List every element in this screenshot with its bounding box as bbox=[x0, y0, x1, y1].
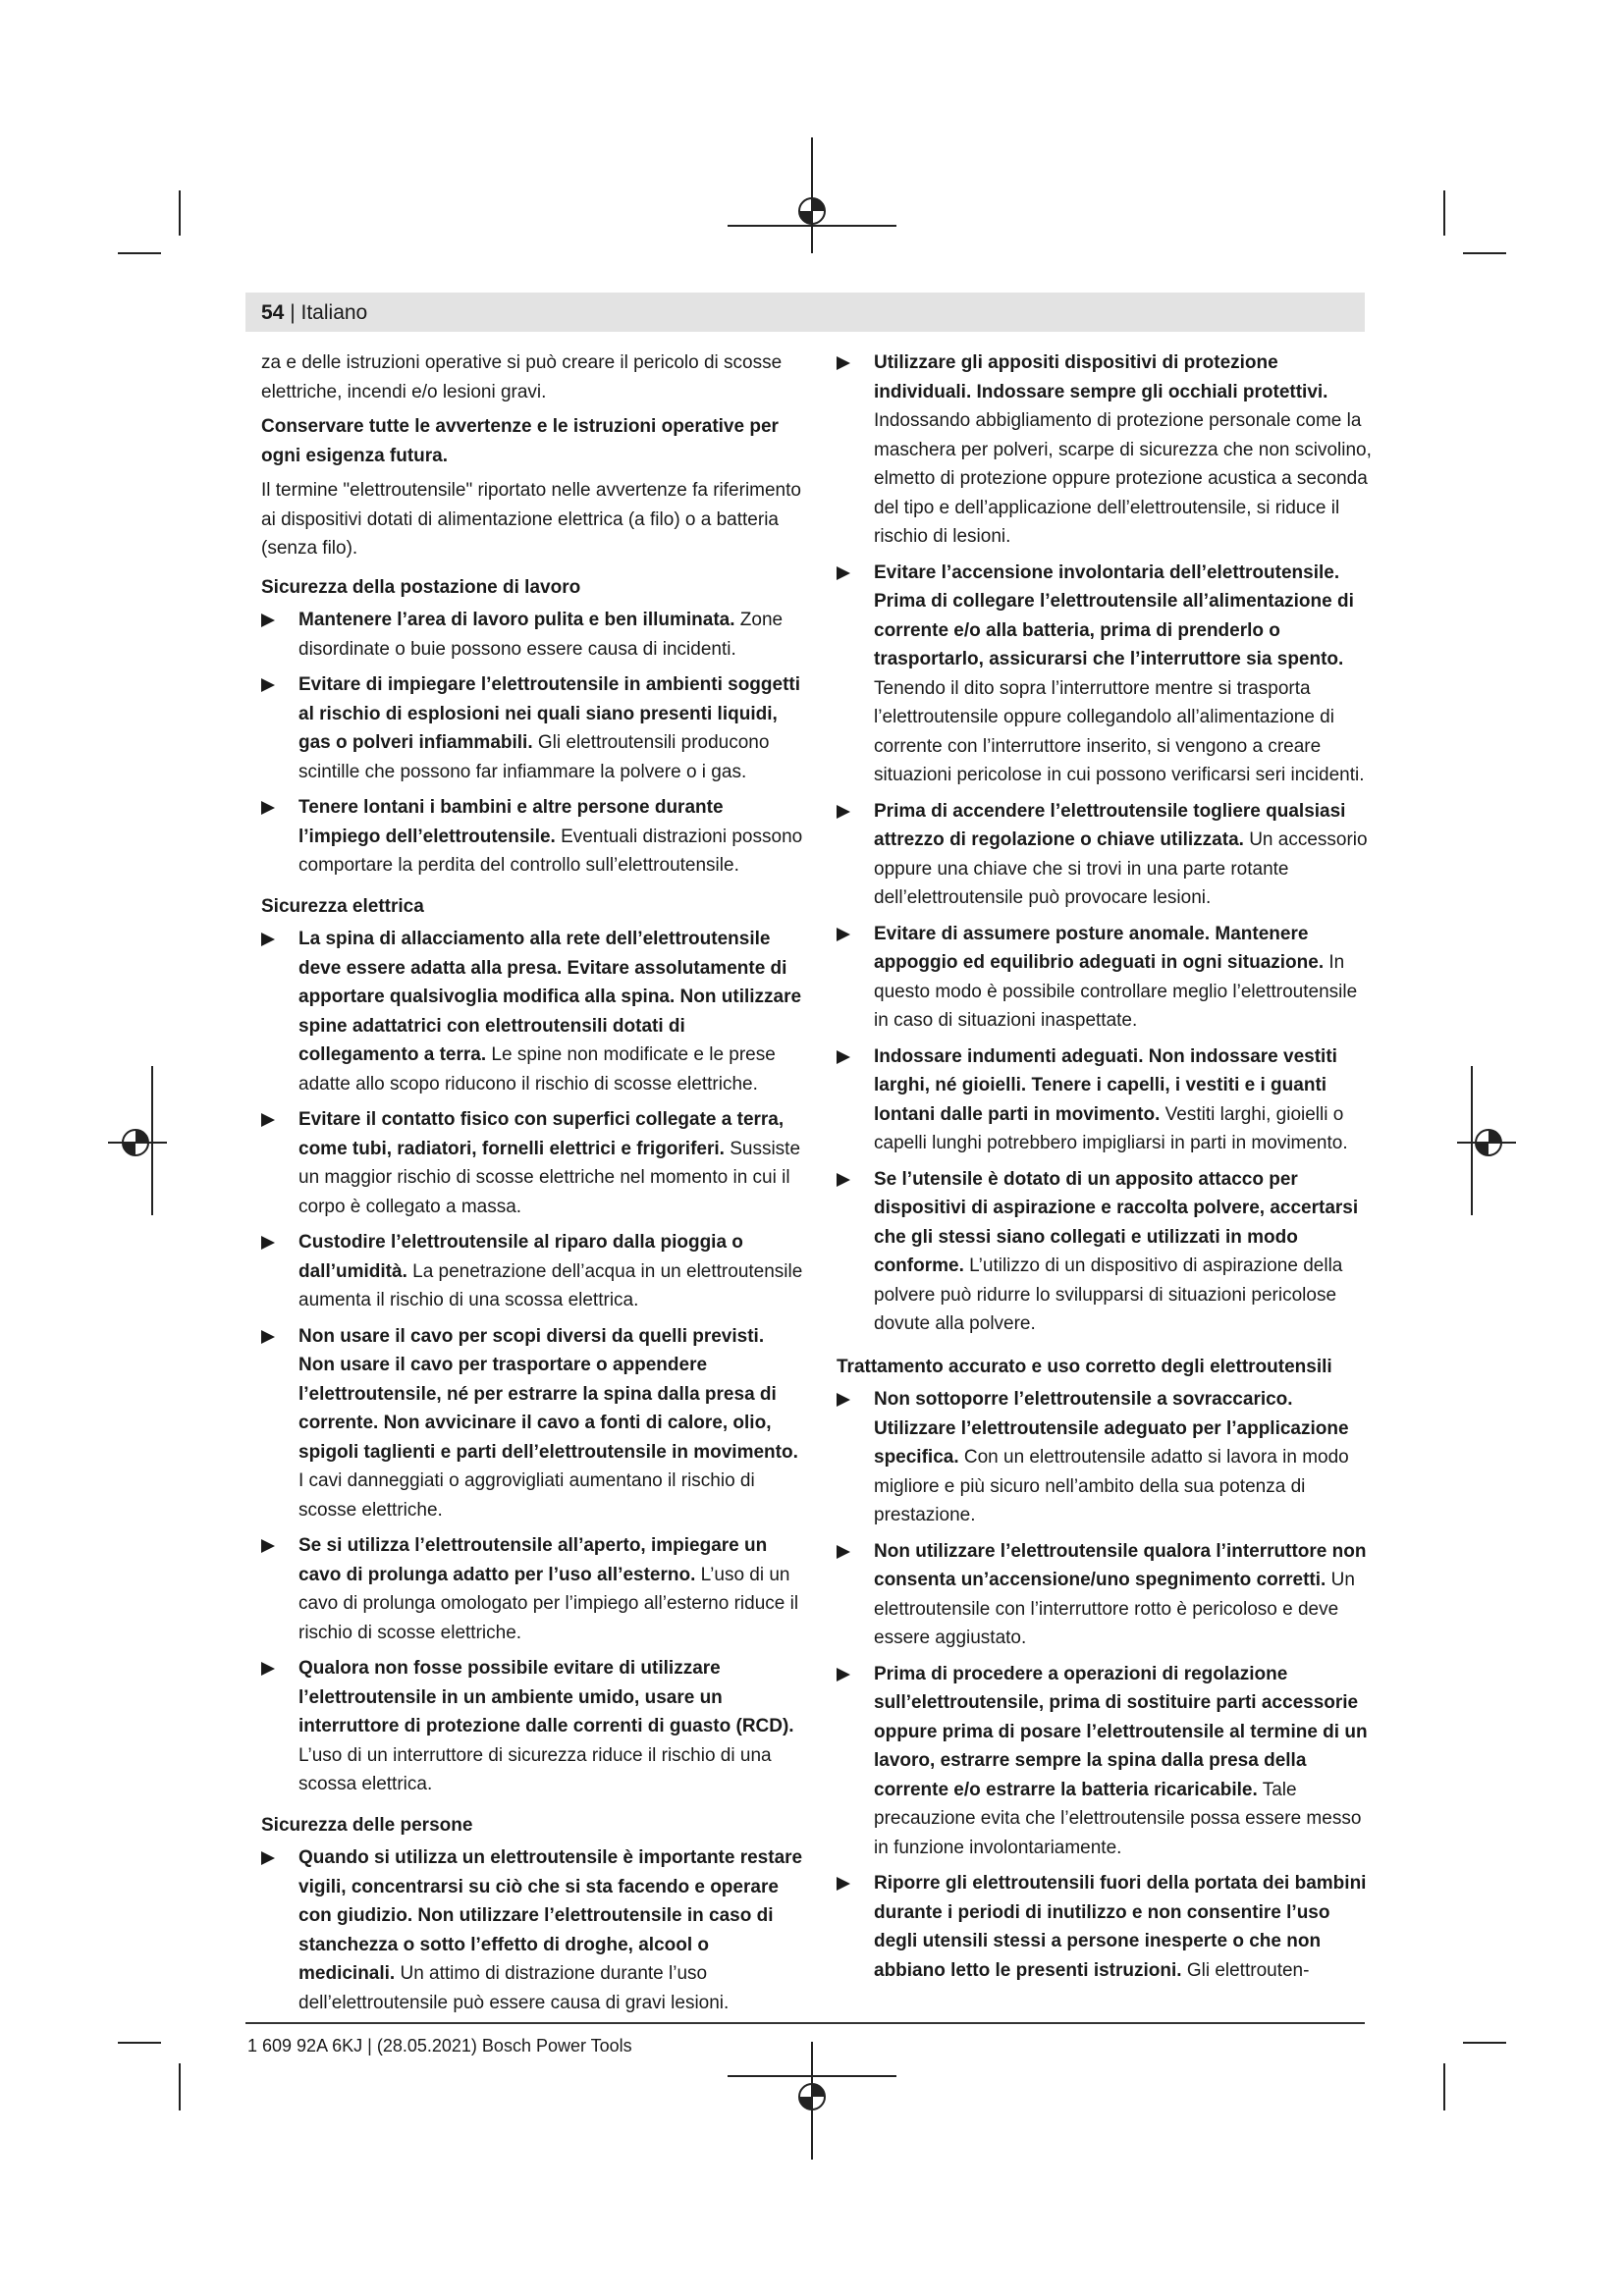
header-separator: | bbox=[290, 301, 296, 324]
bullet-arrow-icon bbox=[837, 1545, 850, 1559]
footer-doc-code: 1 609 92A 6KJ bbox=[247, 2036, 363, 2056]
footer-date: (28.05.2021) bbox=[376, 2036, 477, 2056]
item-text: La penetrazione dell’acqua in un elettroutensile aumenta il rischio di una scossa elettrica. bbox=[298, 1260, 803, 1310]
item-text: In questo modo è possibile controllare meglio l’elettroutensile in caso di situazioni inaspettate. bbox=[874, 952, 1358, 1031]
bullet-arrow-icon bbox=[837, 1668, 850, 1682]
keep-instructions-note: Conservare tutte le avvertenze e le istruzioni operative per ogni esigenza futura. bbox=[261, 416, 779, 466]
bullet-arrow-icon bbox=[837, 928, 850, 941]
page-header bbox=[261, 299, 367, 327]
list-item bbox=[837, 559, 1377, 790]
page-number: 54 bbox=[261, 301, 285, 324]
item-text: Zone disordinate o buie possono essere causa di incidenti. bbox=[298, 610, 784, 660]
item-text: Vestiti larghi, gioielli o capelli lunghi potrebbero impigliarsi in parti in movimento. bbox=[874, 1103, 1348, 1153]
left-column bbox=[261, 348, 803, 2024]
item-bold-text: Tenere lontani i bambini e altre persone durante l’impiego dell’elettroutensile. bbox=[298, 797, 724, 847]
list-item bbox=[261, 925, 803, 1098]
bullet-arrow-icon bbox=[261, 614, 275, 627]
item-bold-text: Prima di procedere a operazioni di regolazione sull’elettroutensile, prima di sostituire parti accessorie oppure prima di posare l’elettroutensile al termine di un lavoro, estrarre sempre la spina dalla presa della corrente e/o estrarre la batteria ricaricabile. bbox=[874, 1663, 1368, 1800]
bullet-arrow-icon bbox=[261, 1851, 275, 1865]
bullet-arrow-icon bbox=[261, 801, 275, 815]
list-item bbox=[261, 670, 803, 786]
item-bold-text: Mantenere l’area di lavoro pulita e ben illuminata. bbox=[298, 610, 735, 630]
list-item bbox=[837, 1660, 1377, 1863]
bullet-arrow-icon bbox=[837, 1173, 850, 1187]
bullet-arrow-icon bbox=[837, 1877, 850, 1891]
bullet-arrow-icon bbox=[261, 1539, 275, 1553]
item-text: Tale precauzione evita che l’elettroutensile possa essere messo in funzione involontariamente. bbox=[874, 1779, 1362, 1858]
item-text: Un attimo di distrazione durante l’uso dell’elettroutensile può essere causa di gravi lesioni. bbox=[298, 1963, 730, 2013]
footer-separator: | bbox=[367, 2036, 372, 2056]
bullet-arrow-icon bbox=[261, 678, 275, 692]
item-bold-text: Utilizzare gli appositi dispositivi di protezione individuali. Indossare sempre gli occhiali protettivi. bbox=[874, 352, 1328, 402]
item-text: Un accessorio oppure una chiave che si trovi in una parte rotante dell’elettroutensile può provocare lesioni. bbox=[874, 829, 1368, 908]
list-item bbox=[837, 1869, 1377, 1985]
intro-text: za e delle istruzioni operative si può creare il pericolo di scosse elettriche, incendi e/o lesioni gravi. bbox=[261, 352, 783, 402]
item-text: Sussiste un maggior rischio di scosse elettriche nel momento in cui il corpo è collegato a massa. bbox=[298, 1138, 801, 1217]
item-text: Tenendo il dito sopra l’interruttore mentre si trasporta l’elettroutensile oppure collegandolo all’alimentazione di corrente con l’interruttore inserito, si vengono a creare situazioni pericolose in cui possono verificarsi seri incidenti. bbox=[874, 677, 1365, 785]
section-heading-tool-use-and-care: Trattamento accurato e uso corretto degli elettroutensili bbox=[837, 1356, 1332, 1377]
list-item bbox=[261, 793, 803, 881]
item-text: Le spine non modificate e le prese adatte allo scopo riducono il rischio di scosse elettriche. bbox=[298, 1044, 776, 1095]
bullet-arrow-icon bbox=[261, 1113, 275, 1127]
registration-mark-right bbox=[1476, 1130, 1501, 1155]
bullet-arrow-icon bbox=[261, 933, 275, 946]
registration-mark-left bbox=[123, 1130, 148, 1155]
item-bold-text: Evitare il contatto fisico con superfici collegate a terra, come tubi, radiatori, fornelli elettrici e frigoriferi. bbox=[298, 1109, 785, 1159]
page-header-bar bbox=[245, 293, 1365, 332]
section-heading-workplace-safety: Sicurezza della postazione di lavoro bbox=[261, 576, 581, 598]
section-heading-electrical-safety: Sicurezza elettrica bbox=[261, 895, 424, 917]
item-bold-text: Non utilizzare l’elettroutensile qualora l’interruttore non consenta un’accensione/uno spegnimento corretti. bbox=[874, 1540, 1367, 1590]
bullet-arrow-icon bbox=[837, 1393, 850, 1407]
bullet-arrow-icon bbox=[837, 356, 850, 370]
item-text: Gli elettrouten- bbox=[1186, 1959, 1310, 1981]
header-language: Italiano bbox=[300, 301, 368, 324]
list-item bbox=[837, 797, 1377, 913]
list-item bbox=[261, 1843, 803, 2017]
item-bold-text: Indossare indumenti adeguati. Non indossare vestiti larghi, né gioielli. Tenere i capelli, i vestiti e i guanti lontani dalle parti in movimento. bbox=[874, 1045, 1337, 1125]
list-item bbox=[261, 1654, 803, 1799]
item-bold-text: Non sottoporre l’elettroutensile a sovraccarico. Utilizzare l’elettroutensile adeguato per l’applicazione specifica. bbox=[874, 1389, 1349, 1468]
item-text: L’utilizzo di un dispositivo di aspirazione della polvere può ridurre lo svilupparsi di situazioni pericolose dovute alla polvere. bbox=[874, 1255, 1343, 1334]
list-item bbox=[837, 1385, 1377, 1530]
page-footer bbox=[247, 2034, 632, 2057]
list-item bbox=[261, 606, 803, 664]
item-bold-text: Evitare di assumere posture anomale. Mantenere appoggio ed equilibrio adeguati in ogni situazione. bbox=[874, 923, 1325, 973]
item-text: Con un elettroutensile adatto si lavora in modo migliore e più sicuro nell’ambito della sua potenza di prestazione. bbox=[874, 1447, 1349, 1525]
item-bold-text: Evitare l’accensione involontaria dell’elettroutensile. Prima di collegare l’elettroutensile all’alimentazione di corrente e/o alla batteria, prima di prenderlo o trasportarlo, assicurarsi che l’interruttore sia spento. bbox=[874, 561, 1354, 669]
list-item bbox=[837, 1165, 1377, 1339]
item-bold-text: Se si utilizza l’elettroutensile all’aperto, impiegare un cavo di prolunga adatto per l’uso all’esterno. bbox=[298, 1535, 768, 1585]
section-heading-personal-safety: Sicurezza delle persone bbox=[261, 1814, 473, 1836]
item-bold-text: Non usare il cavo per scopi diversi da quelli previsti. Non usare il cavo per trasportare o appendere l’elettroutensile, né per estrarre la spina dalla presa di corrente. Non avvicinare il cavo a fonti di calore, olio, spigoli taglienti e parti dell’elettroutensile in movimento. bbox=[298, 1325, 798, 1463]
item-bold-text: Riporre gli elettroutensili fuori della portata dei bambini durante i periodi di inutilizzo e non consentire l’uso degli utensili stessi a persone inesperte o che non abbiano letto le presenti istruzioni. bbox=[874, 1873, 1367, 1981]
list-item bbox=[261, 1105, 803, 1221]
right-column bbox=[837, 348, 1377, 1992]
list-item bbox=[261, 1531, 803, 1647]
bullet-arrow-icon bbox=[837, 566, 850, 580]
list-item bbox=[837, 920, 1377, 1036]
bullet-arrow-icon bbox=[261, 1330, 275, 1344]
list-item bbox=[261, 1322, 803, 1525]
item-text: L’uso di un cavo di prolunga omologato per l’impiego all’esterno riduce il rischio di scosse elettriche. bbox=[298, 1564, 799, 1643]
item-bold-text: Quando si utilizza un elettroutensile è importante restare vigili, concentrarsi su ciò che si sta facendo e operare con giudizio. Non utilizzare l’elettroutensile in caso di stanchezza o sotto l’effetto di droghe, alcool o medicinali. bbox=[298, 1847, 803, 1984]
footer-brand: Bosch Power Tools bbox=[481, 2036, 632, 2056]
item-text: Eventuali distrazioni possono comportare la perdita del controllo sull’elettroutensile. bbox=[298, 826, 803, 876]
item-bold-text: Custodire l’elettroutensile al riparo dalla pioggia o dall’umidità. bbox=[298, 1232, 743, 1282]
definition-text: Il termine "elettroutensile" riportato nelle avvertenze fa riferimento ai dispositivi dotati di alimentazione elettrica (a filo) o a batteria (senza filo). bbox=[261, 480, 801, 559]
list-item bbox=[261, 1228, 803, 1315]
item-text: L’uso di un interruttore di sicurezza riduce il rischio di una scossa elettrica. bbox=[298, 1744, 772, 1794]
registration-mark-bottom bbox=[799, 2084, 825, 2109]
item-text: Gli elettroutensili producono scintille che possono far infiammare la polvere o i gas. bbox=[298, 732, 770, 782]
footer-rule bbox=[245, 2022, 1365, 2024]
item-text: Indossando abbigliamento di protezione personale come la maschera per polveri, scarpe di sicurezza che non scivolino, elmetto di protezione oppure protezione acustica a seconda del tipo e dell’applicazione dell’elettroutensile, si riduce il rischio di lesioni. bbox=[874, 410, 1372, 547]
item-bold-text: La spina di allacciamento alla rete dell’elettroutensile deve essere adatta alla presa. Evitare assolutamente di apportare qualsivoglia modifica alla spina. Non utilizzare spine adattatrici con elettroutensili dotati di collegamento a terra. bbox=[298, 929, 802, 1065]
list-item bbox=[837, 348, 1377, 552]
bullet-arrow-icon bbox=[837, 1050, 850, 1064]
item-bold-text: Qualora non fosse possibile evitare di utilizzare l’elettroutensile in un ambiente umido, usare un interruttore di protezione dalle correnti di guasto (RCD). bbox=[298, 1658, 794, 1736]
list-item bbox=[837, 1537, 1377, 1653]
list-item bbox=[837, 1042, 1377, 1158]
item-bold-text: Evitare di impiegare l’elettroutensile in ambienti soggetti al rischio di esplosioni nei quali siano presenti liquidi, gas o polveri infiammabili. bbox=[298, 674, 801, 753]
item-bold-text: Se l’utensile è dotato di un apposito attacco per dispositivi di aspirazione e raccolta polvere, accertarsi che gli stessi siano collegati e utilizzati in modo conforme. bbox=[874, 1168, 1359, 1276]
bullet-arrow-icon bbox=[261, 1236, 275, 1250]
item-bold-text: Prima di accendere l’elettroutensile togliere qualsiasi attrezzo di regolazione o chiave utilizzata. bbox=[874, 800, 1346, 850]
registration-mark-top bbox=[799, 198, 825, 224]
item-text: Un elettroutensile con l’interruttore rotto è pericoloso e deve essere aggiustato. bbox=[874, 1570, 1355, 1648]
item-text: I cavi danneggiati o aggrovigliati aumentano il rischio di scosse elettriche. bbox=[298, 1470, 755, 1521]
bullet-arrow-icon bbox=[261, 1662, 275, 1676]
bullet-arrow-icon bbox=[837, 805, 850, 819]
